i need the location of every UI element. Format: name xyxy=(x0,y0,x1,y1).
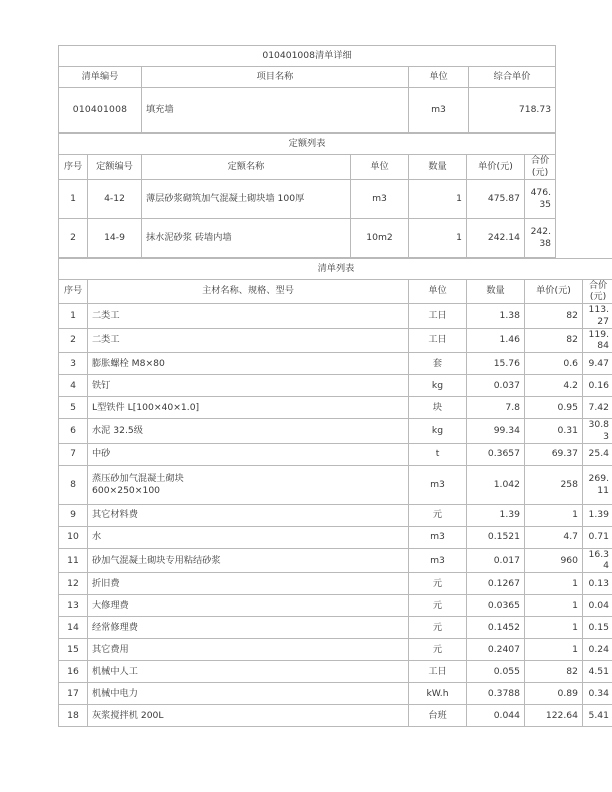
table-row xyxy=(59,179,556,218)
table-row xyxy=(59,375,612,397)
material-name: 二类工 xyxy=(88,328,409,353)
quota-name: 薄层砂浆砌筑加气混凝土砌块墙 100厚 xyxy=(142,179,351,218)
material-unit: 块 xyxy=(409,397,467,419)
material-total: 1.39 xyxy=(583,504,612,526)
table-row xyxy=(59,705,612,727)
material-no: 4 xyxy=(59,375,88,397)
table-row xyxy=(59,353,612,375)
material-price: 0.6 xyxy=(525,353,583,375)
column-header-quota-no: 序号 xyxy=(59,155,88,180)
column-header-quota-qty: 数量 xyxy=(409,155,467,180)
material-unit: 工日 xyxy=(409,304,467,329)
quota-section-title: 定额列表 xyxy=(59,134,556,155)
material-total: 25.4 xyxy=(583,443,612,465)
table-row xyxy=(59,465,612,504)
material-rows-body xyxy=(59,304,612,727)
material-qty: 0.1521 xyxy=(467,526,525,548)
table-row xyxy=(59,397,612,419)
column-header-material-unit: 单位 xyxy=(409,279,467,304)
quota-unit: m3 xyxy=(351,179,409,218)
material-qty: 0.1267 xyxy=(467,573,525,595)
material-qty: 1.38 xyxy=(467,304,525,329)
material-unit: m3 xyxy=(409,548,467,573)
material-no: 2 xyxy=(59,328,88,353)
material-no: 10 xyxy=(59,526,88,548)
material-total: 0.15 xyxy=(583,617,612,639)
material-unit: 元 xyxy=(409,573,467,595)
material-qty: 15.76 xyxy=(467,353,525,375)
material-total: 0.13 xyxy=(583,573,612,595)
table-row xyxy=(59,683,612,705)
item-name-value: 填充墙 xyxy=(142,88,409,133)
quota-total: 242.38 xyxy=(525,218,556,257)
material-name: 大修理费 xyxy=(88,595,409,617)
material-total: 269.11 xyxy=(583,465,612,504)
material-qty: 99.34 xyxy=(467,419,525,444)
material-no: 15 xyxy=(59,639,88,661)
material-name: 水 xyxy=(88,526,409,548)
material-total: 0.16 xyxy=(583,375,612,397)
material-price: 258 xyxy=(525,465,583,504)
material-total: 119.84 xyxy=(583,328,612,353)
table-row xyxy=(59,304,612,329)
material-price: 82 xyxy=(525,304,583,329)
table-row xyxy=(59,504,612,526)
column-header-material-total: 合价(元) xyxy=(583,279,612,304)
table-row xyxy=(59,661,612,683)
column-header-item-name: 项目名称 xyxy=(142,67,409,88)
material-qty: 7.8 xyxy=(467,397,525,419)
material-price: 960 xyxy=(525,548,583,573)
material-total: 30.83 xyxy=(583,419,612,444)
column-header-quota-price: 单价(元) xyxy=(467,155,525,180)
material-unit: 元 xyxy=(409,617,467,639)
material-no: 5 xyxy=(59,397,88,419)
material-total: 7.42 xyxy=(583,397,612,419)
material-total: 0.04 xyxy=(583,595,612,617)
material-unit: 元 xyxy=(409,639,467,661)
material-name: 蒸压砂加气混凝土砌块 600×250×100 xyxy=(88,465,409,504)
material-name: 折旧费 xyxy=(88,573,409,595)
table-row xyxy=(59,595,612,617)
quota-price: 242.14 xyxy=(467,218,525,257)
quota-price: 475.87 xyxy=(467,179,525,218)
material-qty: 0.037 xyxy=(467,375,525,397)
material-no: 18 xyxy=(59,705,88,727)
material-price: 1 xyxy=(525,504,583,526)
material-band-title-row xyxy=(59,258,612,279)
table-row xyxy=(59,617,612,639)
column-header-quota-name: 定额名称 xyxy=(142,155,351,180)
quota-name: 抹水泥砂浆 砖墙内墙 xyxy=(142,218,351,257)
material-no: 7 xyxy=(59,443,88,465)
table-row xyxy=(59,639,612,661)
column-header-comprehensive-price: 综合单价 xyxy=(469,67,556,88)
bill-unit-value: m3 xyxy=(409,88,469,133)
column-header-bill-code: 清单编号 xyxy=(59,67,142,88)
material-name: 机械中电力 xyxy=(88,683,409,705)
material-no: 14 xyxy=(59,617,88,639)
material-unit: t xyxy=(409,443,467,465)
quota-no: 2 xyxy=(59,218,88,257)
material-total: 0.71 xyxy=(583,526,612,548)
material-no: 16 xyxy=(59,661,88,683)
material-no: 11 xyxy=(59,548,88,573)
page-title: 010401008清单详细 xyxy=(59,46,556,67)
quota-qty: 1 xyxy=(409,179,467,218)
bill-header-value-row xyxy=(59,88,556,133)
material-name: 膨胀螺栓 M8×80 xyxy=(88,353,409,375)
quota-no: 1 xyxy=(59,179,88,218)
material-qty: 0.3788 xyxy=(467,683,525,705)
material-qty: 0.044 xyxy=(467,705,525,727)
material-no: 13 xyxy=(59,595,88,617)
material-qty: 0.0365 xyxy=(467,595,525,617)
table-row xyxy=(59,443,612,465)
material-price: 82 xyxy=(525,661,583,683)
material-name: 其它材料费 xyxy=(88,504,409,526)
material-total: 4.51 xyxy=(583,661,612,683)
bill-detail-document xyxy=(58,45,609,727)
table-row xyxy=(59,328,612,353)
bill-header-table xyxy=(58,45,556,133)
material-price: 4.7 xyxy=(525,526,583,548)
material-unit: kg xyxy=(409,419,467,444)
material-unit: 套 xyxy=(409,353,467,375)
document-title-row xyxy=(59,46,556,67)
material-no: 9 xyxy=(59,504,88,526)
bill-header-columns-row xyxy=(59,67,556,88)
material-columns-row xyxy=(59,279,612,304)
quota-band-title-row xyxy=(59,134,556,155)
material-name: 砂加气混凝土砌块专用粘结砂浆 xyxy=(88,548,409,573)
material-name: 经常修理费 xyxy=(88,617,409,639)
material-qty: 0.2407 xyxy=(467,639,525,661)
material-unit: 工日 xyxy=(409,661,467,683)
material-no: 12 xyxy=(59,573,88,595)
material-unit: kW.h xyxy=(409,683,467,705)
table-row xyxy=(59,573,612,595)
material-price: 0.95 xyxy=(525,397,583,419)
material-qty: 1.46 xyxy=(467,328,525,353)
material-total: 0.24 xyxy=(583,639,612,661)
material-price: 82 xyxy=(525,328,583,353)
material-price: 1 xyxy=(525,639,583,661)
material-section-title: 清单列表 xyxy=(59,258,612,279)
material-no: 6 xyxy=(59,419,88,444)
material-name: 机械中人工 xyxy=(88,661,409,683)
material-qty: 1.042 xyxy=(467,465,525,504)
material-total: 16.34 xyxy=(583,548,612,573)
material-no: 17 xyxy=(59,683,88,705)
material-name: 铁钉 xyxy=(88,375,409,397)
material-unit: 元 xyxy=(409,504,467,526)
material-name: 二类工 xyxy=(88,304,409,329)
material-price: 1 xyxy=(525,617,583,639)
column-header-material-qty: 数量 xyxy=(467,279,525,304)
material-name: 其它费用 xyxy=(88,639,409,661)
quota-columns-row xyxy=(59,155,556,180)
material-qty: 0.017 xyxy=(467,548,525,573)
material-price: 0.89 xyxy=(525,683,583,705)
material-qty: 1.39 xyxy=(467,504,525,526)
material-total: 5.41 xyxy=(583,705,612,727)
comprehensive-price-value: 718.73 xyxy=(469,88,556,133)
column-header-material-price: 单价(元) xyxy=(525,279,583,304)
material-name: L型铁件 L[100×40×1.0] xyxy=(88,397,409,419)
material-price: 4.2 xyxy=(525,375,583,397)
material-unit: m3 xyxy=(409,465,467,504)
material-qty: 0.055 xyxy=(467,661,525,683)
quota-list-table xyxy=(58,133,556,258)
material-total: 113.27 xyxy=(583,304,612,329)
material-unit: 工日 xyxy=(409,328,467,353)
material-price: 0.31 xyxy=(525,419,583,444)
material-name: 中砂 xyxy=(88,443,409,465)
material-unit: m3 xyxy=(409,526,467,548)
material-name: 灰浆搅拌机 200L xyxy=(88,705,409,727)
material-qty: 0.3657 xyxy=(467,443,525,465)
material-price: 1 xyxy=(525,573,583,595)
material-no: 1 xyxy=(59,304,88,329)
material-unit: 台班 xyxy=(409,705,467,727)
quota-qty: 1 xyxy=(409,218,467,257)
column-header-material-name: 主材名称、规格、型号 xyxy=(88,279,409,304)
column-header-quota-unit: 单位 xyxy=(351,155,409,180)
material-price: 122.64 xyxy=(525,705,583,727)
table-row xyxy=(59,218,556,257)
quota-code: 14-9 xyxy=(88,218,142,257)
column-header-quota-total: 合价(元) xyxy=(525,155,556,180)
material-no: 3 xyxy=(59,353,88,375)
table-row xyxy=(59,526,612,548)
material-total: 0.34 xyxy=(583,683,612,705)
quota-total: 476.35 xyxy=(525,179,556,218)
quota-unit: 10m2 xyxy=(351,218,409,257)
material-price: 69.37 xyxy=(525,443,583,465)
material-unit: 元 xyxy=(409,595,467,617)
material-total: 9.47 xyxy=(583,353,612,375)
material-no: 8 xyxy=(59,465,88,504)
material-name: 水泥 32.5级 xyxy=(88,419,409,444)
material-qty: 0.1452 xyxy=(467,617,525,639)
table-row xyxy=(59,419,612,444)
column-header-unit: 单位 xyxy=(409,67,469,88)
bill-code-value: 010401008 xyxy=(59,88,142,133)
material-list-table xyxy=(58,258,612,728)
column-header-material-no: 序号 xyxy=(59,279,88,304)
column-header-quota-code: 定额编号 xyxy=(88,155,142,180)
quota-code: 4-12 xyxy=(88,179,142,218)
material-price: 1 xyxy=(525,595,583,617)
table-row xyxy=(59,548,612,573)
material-unit: kg xyxy=(409,375,467,397)
